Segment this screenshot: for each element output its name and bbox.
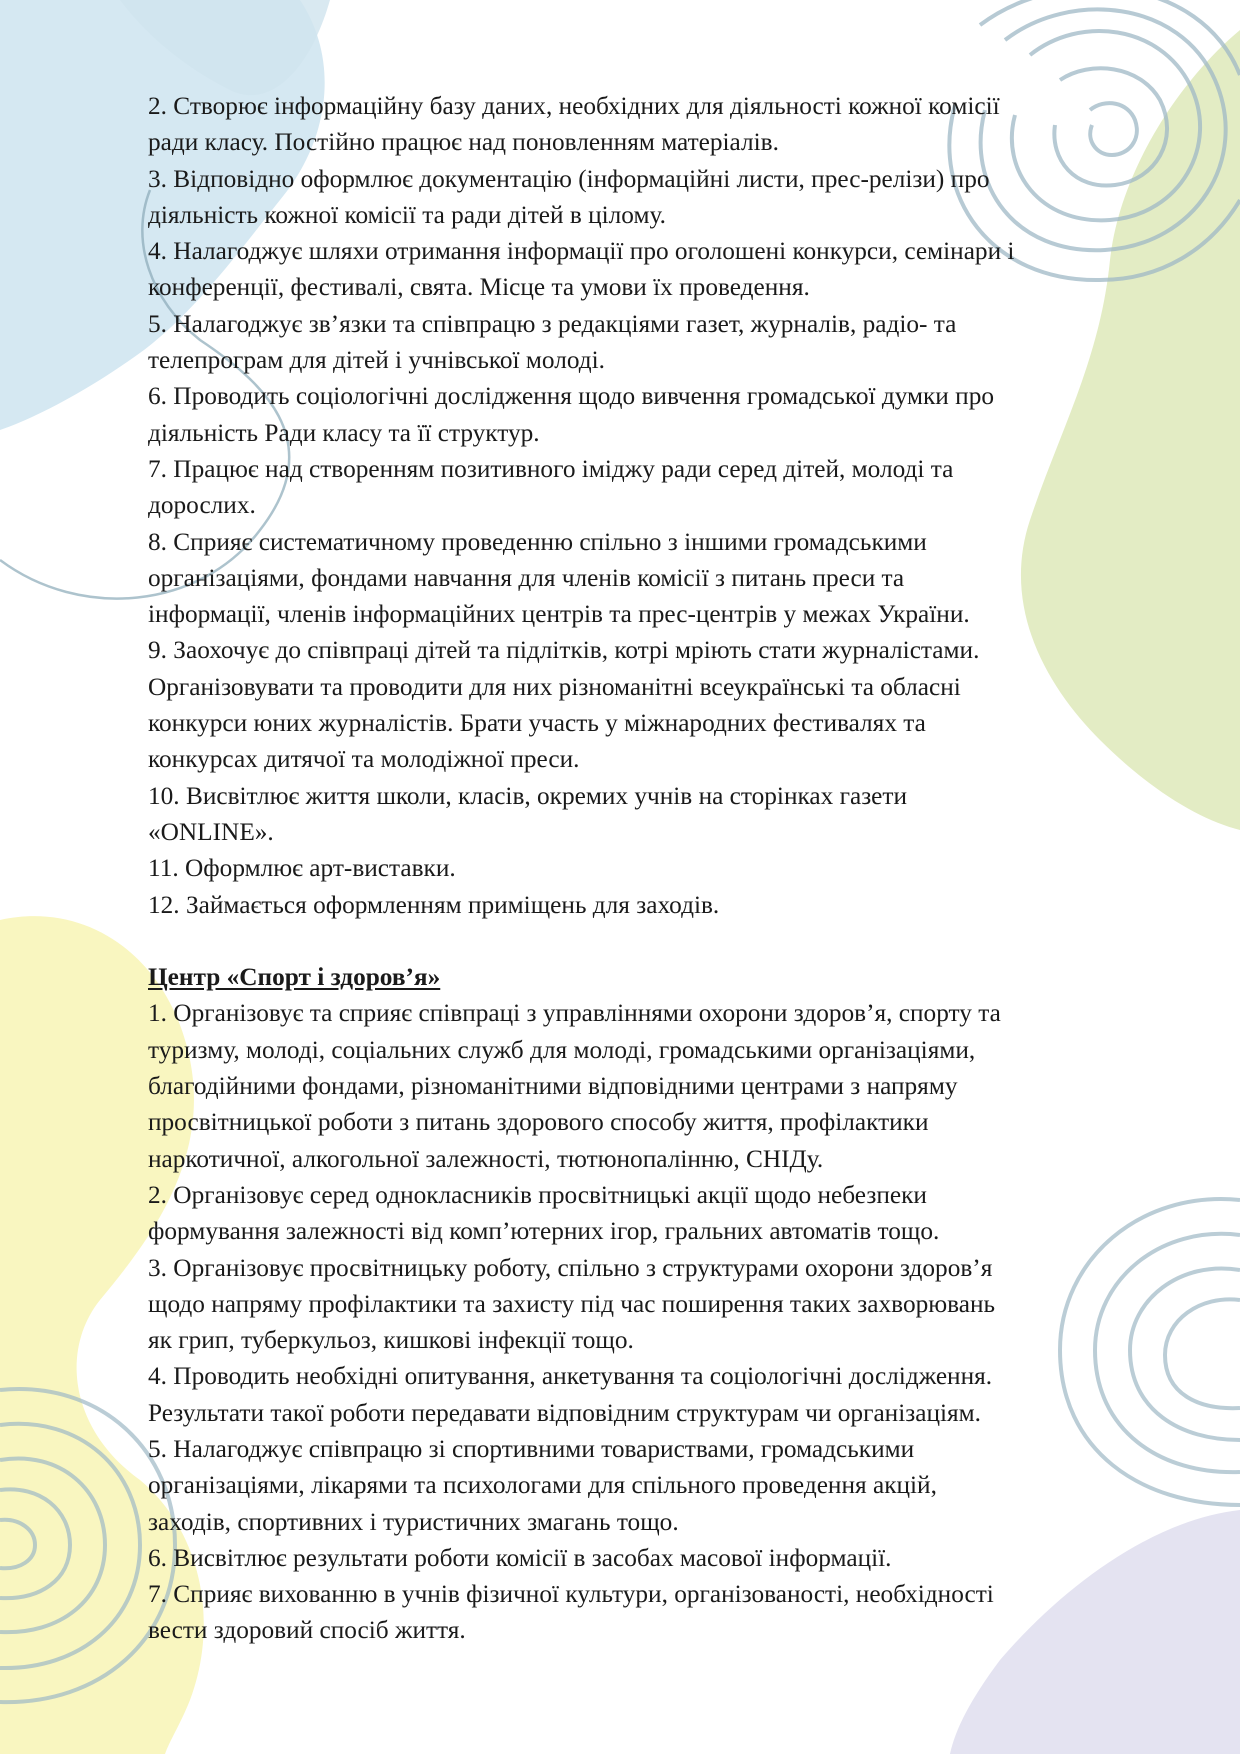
text-line: 1. Організовує та сприяє співпраці з управліннями охорони здоров’я, спорту та bbox=[148, 999, 1001, 1028]
section-heading: Центр «Спорт і здоров’я» bbox=[148, 963, 441, 992]
text-line: конкурси юних журналістів. Брати участь у міжнародних фестивалях та bbox=[148, 709, 926, 738]
document-body bbox=[148, 88, 1158, 1649]
text-line: Організовувати та проводити для них різноманітні всеукраїнські та обласні bbox=[148, 672, 961, 701]
text-line: 8. Сприяє систематичному проведенню спільно з іншими громадськими bbox=[148, 527, 927, 556]
text-line: діяльність кожної комісії та ради дітей в цілому. bbox=[148, 200, 666, 229]
text-line: телепрограм для дітей і учнівської молоді. bbox=[148, 346, 605, 375]
text-line: благодійними фондами, різноманітними відповідними центрами з напряму bbox=[148, 1072, 958, 1101]
text-line: 6. Висвітлює результати роботи комісії в засобах масової інформації. bbox=[148, 1543, 892, 1572]
text-line: вести здоровий спосіб життя. bbox=[148, 1616, 466, 1645]
text-line: конференції, фестивалі, свята. Місце та умови їх проведення. bbox=[148, 273, 810, 302]
text-line: організаціями, лікарями та психологами для спільного проведення акцій, bbox=[148, 1471, 937, 1500]
text-line: наркотичної, алкогольної залежності, тютюнопалінню, СНІДу. bbox=[148, 1144, 824, 1173]
text-line: 11. Оформлює арт-виставки. bbox=[148, 854, 456, 883]
text-line: 9. Заохочує до співпраці дітей та підлітків, котрі мріють стати журналістами. bbox=[148, 636, 980, 665]
text-line: 7. Працює над створенням позитивного іміджу ради серед дітей, молоді та bbox=[148, 454, 954, 483]
text-line: 4. Проводить необхідні опитування, анкетування та соціологічні дослідження. bbox=[148, 1362, 993, 1391]
text-line: 6. Проводить соціологічні дослідження щодо вивчення громадської думки про bbox=[148, 382, 994, 411]
paragraph-gap bbox=[148, 923, 1158, 959]
text-line: конкурсах дитячої та молодіжної преси. bbox=[148, 745, 580, 774]
text-line: 5. Налагоджує зв’язки та співпрацю з редакціями газет, журналів, радіо- та bbox=[148, 309, 957, 338]
text-line: щодо напряму профілактики та захисту під час поширення таких захворювань bbox=[148, 1289, 996, 1318]
text-line: 3. Відповідно оформлює документацію (інформаційні листи, прес-релізи) про bbox=[148, 164, 990, 193]
text-line: заходів, спортивних і туристичних змагань тощо. bbox=[148, 1507, 679, 1536]
text-line: 2. Створює інформаційну базу даних, необхідних для діяльності кожної комісії bbox=[148, 92, 1000, 120]
text-line: 7. Сприяє вихованню в учнів фізичної культури, організованості, необхідності bbox=[148, 1580, 994, 1609]
text-line: дорослих. bbox=[148, 491, 256, 520]
text-line: діяльність Ради класу та її структур. bbox=[148, 418, 540, 447]
text-line: 10. Висвітлює життя школи, класів, окремих учнів на сторінках газети bbox=[148, 781, 908, 810]
text-line: 12. Займається оформленням приміщень для заходів. bbox=[148, 890, 720, 919]
text-line: ради класу. Постійно працює над поновленням матеріалів. bbox=[148, 128, 779, 157]
text-line: 2. Організовує серед однокласників просвітницькі акції щодо небезпеки bbox=[148, 1180, 927, 1209]
text-line: 3. Організовує просвітницьку роботу, спільно з структурами охорони здоров’я bbox=[148, 1253, 993, 1282]
text-line: організаціями, фондами навчання для членів комісії з питань преси та bbox=[148, 563, 905, 592]
text-line: 5. Налагоджує співпрацю зі спортивними товариствами, громадськими bbox=[148, 1434, 915, 1463]
text-line: формування залежності від комп’ютерних ігор, гральних автоматів тощо. bbox=[148, 1217, 940, 1246]
text-line: туризму, молоді, соціальних служб для молоді, громадськими організаціями, bbox=[148, 1035, 976, 1064]
text-line: інформації, членів інформаційних центрів та прес-центрів у межах України. bbox=[148, 600, 970, 629]
text-line: «ONLINE». bbox=[148, 817, 274, 846]
text-line: 4. Налагоджує шляхи отримання інформації про оголошені конкурси, семінари і bbox=[148, 237, 1015, 266]
text-line: просвітницької роботи з питань здорового способу життя, профілактики bbox=[148, 1108, 929, 1137]
section-press-info bbox=[148, 88, 1158, 923]
section-sport-health bbox=[148, 959, 1158, 1649]
text-line: Результати такої роботи передавати відповідним структурам чи організаціям. bbox=[148, 1398, 982, 1427]
text-line: як грип, туберкульоз, кишкові інфекції тощо. bbox=[148, 1326, 634, 1355]
